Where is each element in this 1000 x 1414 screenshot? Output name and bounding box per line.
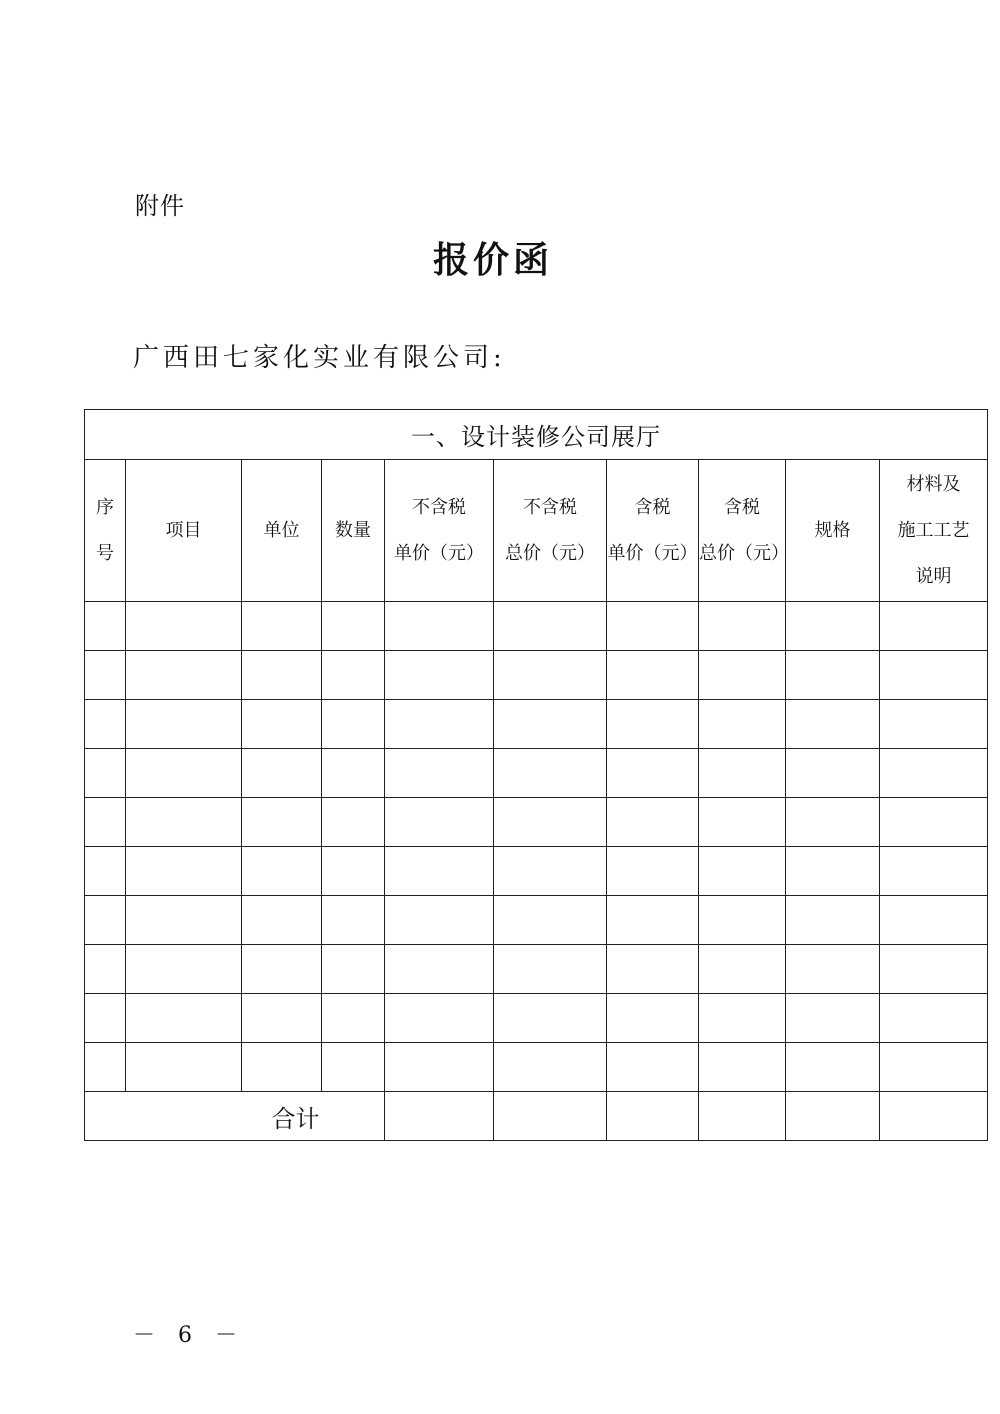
table-cell[interactable] <box>242 896 322 945</box>
table-cell[interactable] <box>699 896 786 945</box>
header-unit: 单位 <box>242 460 322 602</box>
table-cell[interactable] <box>786 749 880 798</box>
section-title: 一、设计装修公司展厅 <box>85 410 988 460</box>
table-cell[interactable] <box>242 847 322 896</box>
document-title: 报价函 <box>432 240 553 281</box>
table-cell[interactable] <box>126 798 242 847</box>
table-cell[interactable] <box>322 896 385 945</box>
table-cell[interactable] <box>494 749 607 798</box>
table-cell[interactable] <box>607 847 699 896</box>
table-cell[interactable] <box>607 700 699 749</box>
total-cell[interactable] <box>786 1092 880 1141</box>
header-unit-price-ex-tax: 不含税 单价（元） <box>385 460 494 602</box>
total-cell[interactable] <box>607 1092 699 1141</box>
header-qty: 数量 <box>322 460 385 602</box>
table-cell[interactable] <box>494 1043 607 1092</box>
table-cell[interactable] <box>322 651 385 700</box>
page-number: － 6 － <box>133 1323 245 1348</box>
table-cell[interactable] <box>242 1043 322 1092</box>
table-cell[interactable] <box>880 798 988 847</box>
table-cell[interactable] <box>242 651 322 700</box>
table-cell[interactable] <box>85 651 126 700</box>
header-unit-price-inc-tax: 含税 单价（元） <box>607 460 699 602</box>
total-cell[interactable] <box>699 1092 786 1141</box>
table-row <box>85 798 988 847</box>
table-cell[interactable] <box>242 945 322 994</box>
table-cell[interactable] <box>786 602 880 651</box>
table-cell[interactable] <box>242 994 322 1043</box>
header-material-desc: 材料及 施工工艺 说明 <box>880 460 988 602</box>
table-row <box>85 847 988 896</box>
table-cell[interactable] <box>699 945 786 994</box>
table-row <box>85 945 988 994</box>
table-cell[interactable] <box>786 651 880 700</box>
table-cell[interactable] <box>607 749 699 798</box>
table-cell[interactable] <box>786 994 880 1043</box>
table-cell[interactable] <box>385 700 494 749</box>
table-cell[interactable] <box>494 994 607 1043</box>
table-cell[interactable] <box>786 1043 880 1092</box>
table-cell[interactable] <box>494 847 607 896</box>
table-header-row <box>85 460 988 602</box>
table-cell[interactable] <box>126 1043 242 1092</box>
table-cell[interactable] <box>322 847 385 896</box>
table-cell[interactable] <box>385 602 494 651</box>
table-cell[interactable] <box>607 798 699 847</box>
table-cell[interactable] <box>126 847 242 896</box>
table-cell[interactable] <box>494 651 607 700</box>
total-label: 合计 <box>85 1092 385 1141</box>
table-cell[interactable] <box>607 651 699 700</box>
total-cell[interactable] <box>494 1092 607 1141</box>
table-cell[interactable] <box>607 1043 699 1092</box>
table-cell[interactable] <box>699 994 786 1043</box>
table-cell[interactable] <box>126 749 242 798</box>
table-cell[interactable] <box>85 994 126 1043</box>
table-cell[interactable] <box>880 602 988 651</box>
table-cell[interactable] <box>880 896 988 945</box>
table-cell[interactable] <box>880 651 988 700</box>
table-cell[interactable] <box>242 798 322 847</box>
table-cell[interactable] <box>786 847 880 896</box>
table-cell[interactable] <box>126 700 242 749</box>
table-cell[interactable] <box>385 651 494 700</box>
table-cell[interactable] <box>85 896 126 945</box>
table-cell[interactable] <box>85 945 126 994</box>
table-cell[interactable] <box>699 847 786 896</box>
table-cell[interactable] <box>85 798 126 847</box>
table-cell[interactable] <box>85 1043 126 1092</box>
table-row <box>85 994 988 1043</box>
header-total-ex-tax: 不含税 总价（元） <box>494 460 607 602</box>
table-row <box>85 896 988 945</box>
header-total-inc-tax: 含税 总价（元） <box>699 460 786 602</box>
table-cell[interactable] <box>786 798 880 847</box>
table-cell[interactable] <box>699 700 786 749</box>
table-cell[interactable] <box>494 700 607 749</box>
table-cell[interactable] <box>494 602 607 651</box>
table-cell[interactable] <box>385 1043 494 1092</box>
table-cell[interactable] <box>607 945 699 994</box>
table-cell[interactable] <box>699 798 786 847</box>
table-row <box>85 700 988 749</box>
table-cell[interactable] <box>880 994 988 1043</box>
total-cell[interactable] <box>880 1092 988 1141</box>
table-cell[interactable] <box>880 847 988 896</box>
table-cell[interactable] <box>385 945 494 994</box>
table-cell[interactable] <box>126 896 242 945</box>
table-cell[interactable] <box>322 945 385 994</box>
table-cell[interactable] <box>242 602 322 651</box>
table-cell[interactable] <box>880 700 988 749</box>
total-cell[interactable] <box>385 1092 494 1141</box>
table-cell[interactable] <box>322 1043 385 1092</box>
table-cell[interactable] <box>85 847 126 896</box>
table-cell[interactable] <box>786 896 880 945</box>
table-cell[interactable] <box>699 651 786 700</box>
table-cell[interactable] <box>242 700 322 749</box>
header-seq: 序 号 <box>85 460 126 602</box>
table-cell[interactable] <box>126 602 242 651</box>
table-cell[interactable] <box>880 945 988 994</box>
table-cell[interactable] <box>85 700 126 749</box>
table-cell[interactable] <box>385 749 494 798</box>
table-cell[interactable] <box>786 945 880 994</box>
table-cell[interactable] <box>322 602 385 651</box>
quotation-table <box>84 409 988 1141</box>
addressee: 广西田七家化实业有限公司: <box>133 343 506 373</box>
table-cell[interactable] <box>242 749 322 798</box>
table-cell[interactable] <box>699 602 786 651</box>
header-spec: 规格 <box>786 460 880 602</box>
table-cell[interactable] <box>385 994 494 1043</box>
table-cell[interactable] <box>786 700 880 749</box>
table-cell[interactable] <box>494 798 607 847</box>
table-cell[interactable] <box>322 749 385 798</box>
table-cell[interactable] <box>126 994 242 1043</box>
table-cell[interactable] <box>607 602 699 651</box>
table-cell[interactable] <box>322 700 385 749</box>
table-cell[interactable] <box>385 798 494 847</box>
table-cell[interactable] <box>85 602 126 651</box>
table-cell[interactable] <box>880 749 988 798</box>
table-cell[interactable] <box>607 994 699 1043</box>
table-cell[interactable] <box>385 847 494 896</box>
header-item: 项目 <box>126 460 242 602</box>
table-cell[interactable] <box>322 798 385 847</box>
table-row <box>85 602 988 651</box>
table-cell[interactable] <box>494 896 607 945</box>
attachment-label: 附件 <box>135 192 185 220</box>
table-cell[interactable] <box>699 749 786 798</box>
table-cell[interactable] <box>699 1043 786 1092</box>
table-cell[interactable] <box>126 945 242 994</box>
total-row <box>85 1092 988 1141</box>
table-row <box>85 651 988 700</box>
table-cell[interactable] <box>85 749 126 798</box>
table-cell[interactable] <box>880 1043 988 1092</box>
table-cell[interactable] <box>494 945 607 994</box>
table-cell[interactable] <box>322 994 385 1043</box>
table-cell[interactable] <box>607 896 699 945</box>
table-cell[interactable] <box>385 896 494 945</box>
table-cell[interactable] <box>126 651 242 700</box>
table-row <box>85 1043 988 1092</box>
table-row <box>85 749 988 798</box>
